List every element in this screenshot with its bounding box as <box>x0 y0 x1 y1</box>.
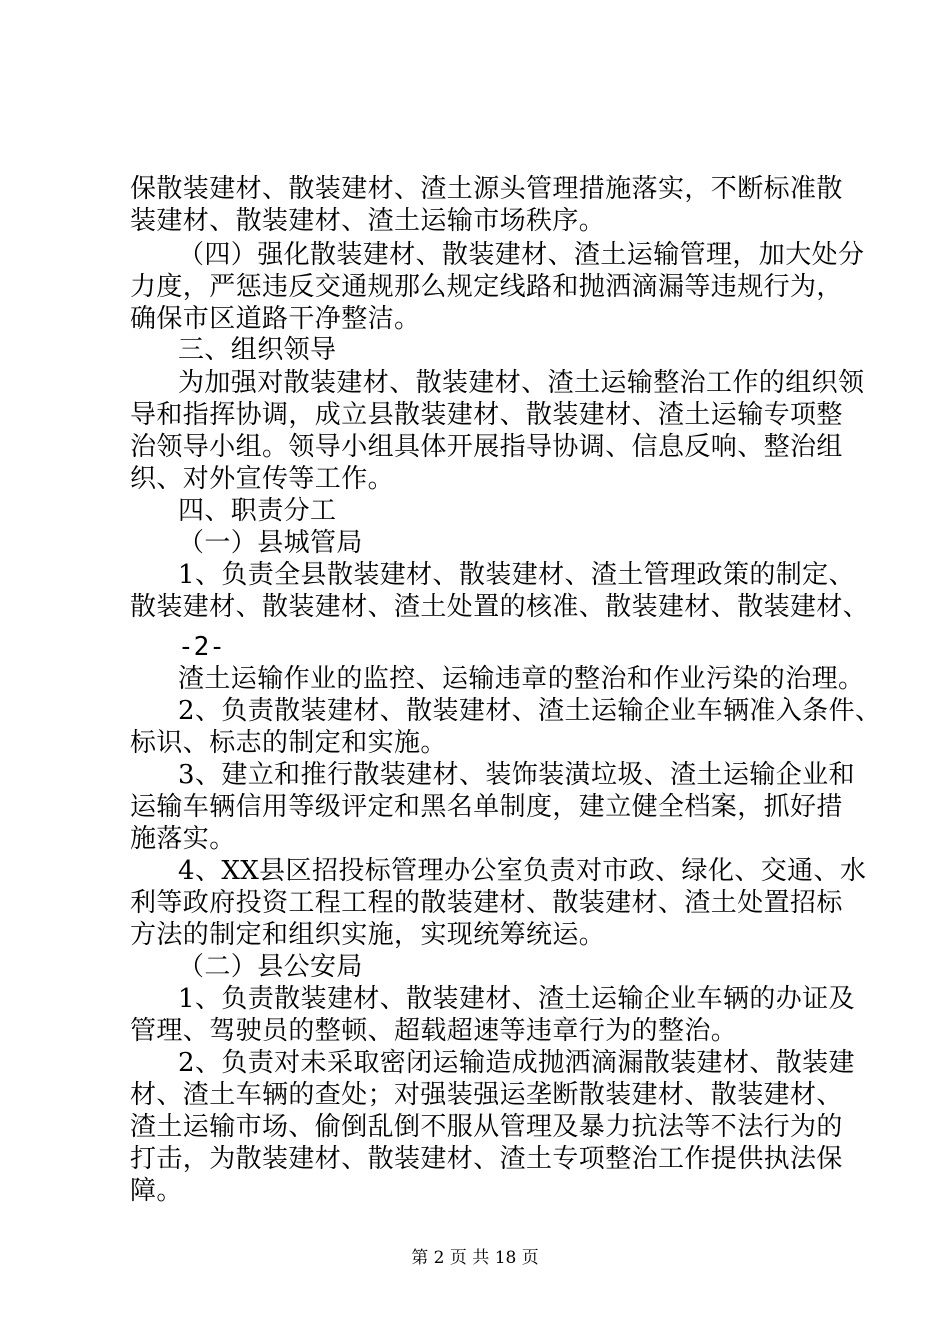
paragraph-line: 确保市区道路干净整洁。 <box>130 304 421 334</box>
paragraph-line: 渣土运输市场、偷倒乱倒不服从管理及暴力抗法等不法行为的 <box>130 1112 843 1142</box>
paragraph-line: 装建材、散装建材、渣土运输市场秩序。 <box>130 206 606 236</box>
paragraph-line: 导和指挥协调，成立县散装建材、散装建材、渣土运输专项整 <box>130 400 843 430</box>
paragraph-line: 力度，严惩违反交通规那么规定线路和抛洒滴漏等违规行为， <box>130 272 843 302</box>
section-heading: 三、组织领导 <box>178 335 337 365</box>
paragraph-line: 方法的制定和组织实施，实现统筹统运。 <box>130 920 606 950</box>
paragraph-line: 3、建立和推行散装建材、装饰装潢垃圾、渣土运输企业和 <box>178 760 855 790</box>
paragraph-line: 施落实。 <box>130 824 236 854</box>
paragraph-line: 管理、驾驶员的整顿、超载超速等违章行为的整治。 <box>130 1016 738 1046</box>
paragraph-line: （四）强化散装建材、散装建材、渣土运输管理，加大处分 <box>178 240 865 270</box>
paragraph-line: 利等政府投资工程工程的散装建材、散装建材、渣土处置招标 <box>130 888 843 918</box>
paragraph-line: 2、负责对未采取密闭运输造成抛洒滴漏散装建材、散装建 <box>178 1048 855 1078</box>
paragraph-line: 渣土运输作业的监控、运输违章的整治和作业污染的治理。 <box>178 664 865 694</box>
section-heading: 四、职责分工 <box>178 496 337 526</box>
paragraph-line: 保散装建材、散装建材、渣土源头管理措施落实，不断标准散 <box>130 174 843 204</box>
paragraph-line: 散装建材、散装建材、渣土处置的核准、散装建材、散装建材、 <box>130 592 870 622</box>
paragraph-line: 标识、标志的制定和实施。 <box>130 728 447 758</box>
subsection-heading: （一）县城管局 <box>178 528 363 558</box>
paragraph-line: 2、负责散装建材、散装建材、渣土运输企业车辆准入条件、 <box>178 696 882 726</box>
paragraph-line: 运输车辆信用等级评定和黑名单制度，建立健全档案，抓好措 <box>130 792 843 822</box>
paragraph-line: 1、负责全县散装建材、散装建材、渣土管理政策的制定、 <box>178 560 855 590</box>
page-footer: 第 2 页 共 18 页 <box>411 1248 539 1268</box>
inline-page-marker: -2- <box>178 632 225 662</box>
paragraph-line: 障。 <box>130 1176 183 1206</box>
paragraph-line: 4、XX县区招投标管理办公室负责对市政、绿化、交通、水 <box>178 856 867 886</box>
paragraph-line: 打击，为散装建材、散装建材、渣土专项整治工作提供执法保 <box>130 1144 843 1174</box>
paragraph-line: 治领导小组。领导小组具体开展指导协调、信息反响、整治组 <box>130 432 843 462</box>
paragraph-line: 为加强对散装建材、散装建材、渣土运输整治工作的组织领 <box>178 368 865 398</box>
paragraph-line: 材、渣土车辆的查处；对强装强运垄断散装建材、散装建材、 <box>130 1080 843 1110</box>
subsection-heading: （二）县公安局 <box>178 952 363 982</box>
paragraph-line: 1、负责散装建材、散装建材、渣土运输企业车辆的办证及 <box>178 984 855 1014</box>
paragraph-line: 织、对外宣传等工作。 <box>130 464 395 494</box>
